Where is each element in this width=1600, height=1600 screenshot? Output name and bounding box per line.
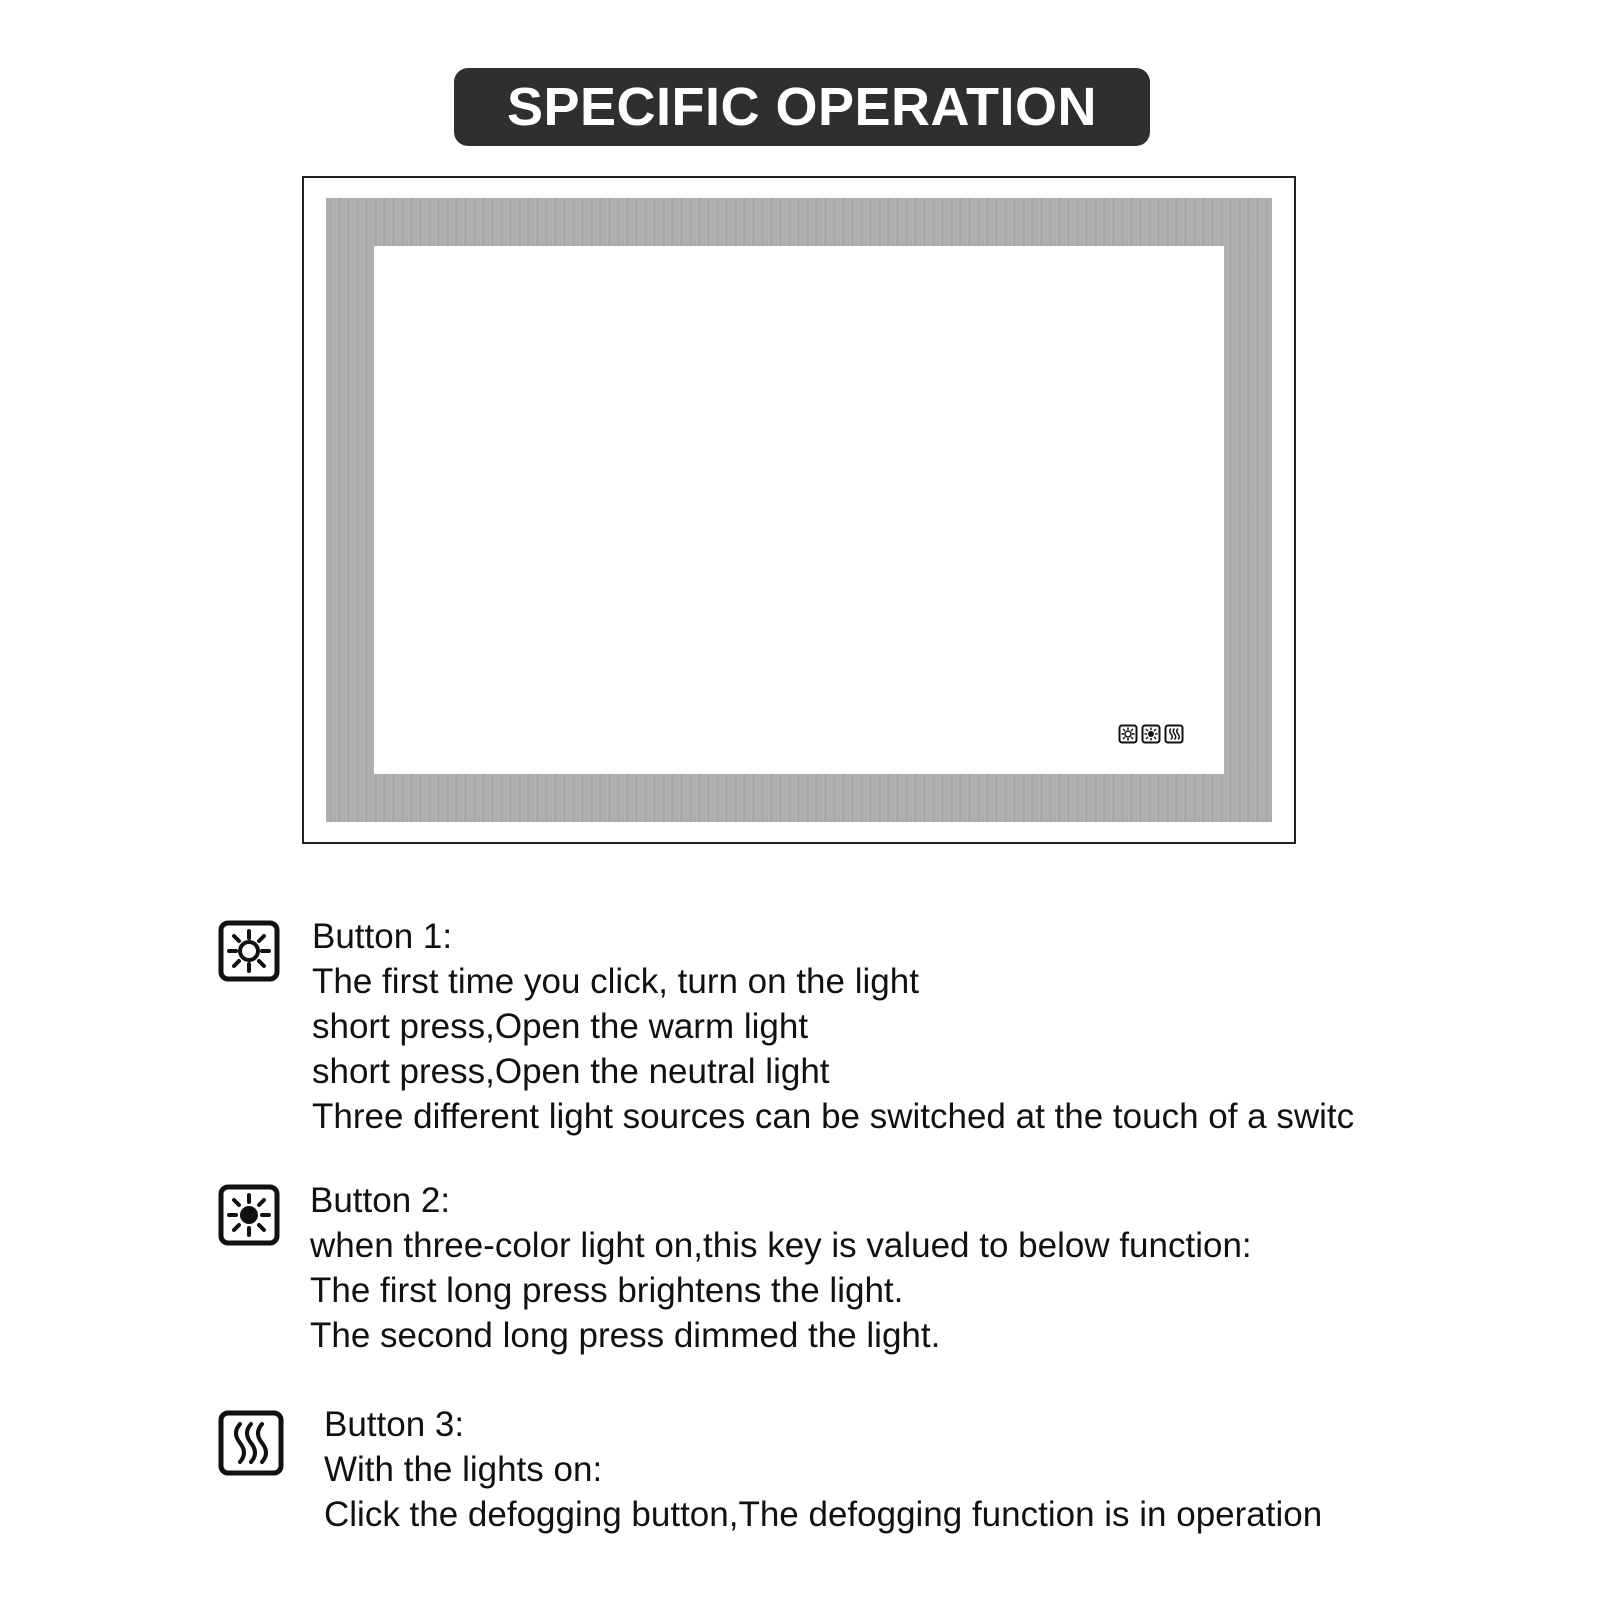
button-3-line-1: With the lights on:	[324, 1450, 603, 1489]
button-2-line-3: The second long press dimmed the light.	[310, 1316, 941, 1355]
touch-button-panel	[1118, 724, 1184, 744]
defog-icon	[218, 1410, 284, 1476]
button-2-line-2: The first long press brightens the light.	[310, 1271, 904, 1310]
brightness-icon[interactable]	[1141, 724, 1161, 744]
button-3-line-2: Click the defogging button,The defogging function is in operation	[324, 1495, 1323, 1534]
button-1-heading: Button 1:	[312, 917, 453, 956]
defog-icon[interactable]	[1164, 724, 1184, 744]
button-1-line-3: short press,Open the neutral light	[312, 1052, 830, 1091]
button-1-line-1: The first time you click, turn on the light	[312, 962, 919, 1001]
button-2-line-1: when three-color light on,this key is valued to below function:	[310, 1226, 1252, 1265]
sun-light-icon[interactable]	[1118, 724, 1138, 744]
page-title: SPECIFIC OPERATION	[506, 77, 1098, 137]
title-banner	[454, 68, 1150, 146]
mirror-led-frame	[326, 198, 1272, 822]
button-2-heading: Button 2:	[310, 1181, 451, 1220]
mirror-illustration	[302, 176, 1296, 844]
mirror-glass	[374, 246, 1224, 774]
button-3-heading: Button 3:	[324, 1405, 465, 1444]
button-1-line-4: Three different light sources can be switched at the touch of a switc	[312, 1097, 1355, 1136]
brightness-icon	[218, 1184, 280, 1246]
button-1-line-2: short press,Open the warm light	[312, 1007, 809, 1046]
sun-light-icon	[218, 920, 280, 982]
